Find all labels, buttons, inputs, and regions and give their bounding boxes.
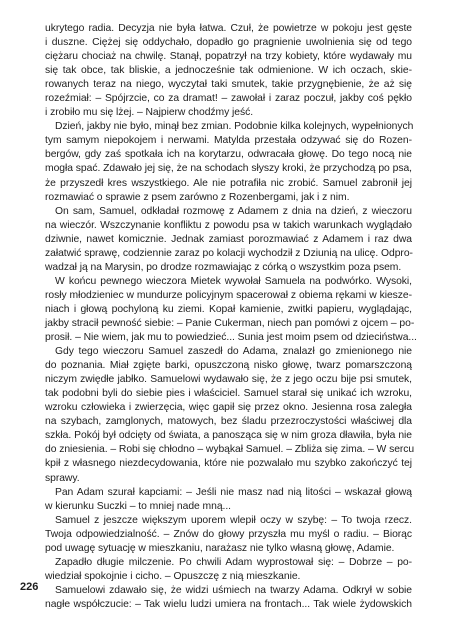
text-line: niczym zwiędłe jabłko. Samuelowi wydawało się, że z jego oczu bije psi smutek, bbox=[45, 374, 412, 386]
text-line: ukrytego radia. Decyzja nie była łatwa. Czuł, że powietrze w pokoju jest gęste bbox=[45, 23, 412, 34]
text-line: rosły młodzieniec w mundurze policyjnym spacerował z obiema rękami w kiesze- bbox=[45, 289, 412, 301]
text-line: Gdy tego wieczoru Samuel zaszedł do Adama, znalazł go zmienionego nie bbox=[55, 346, 412, 358]
text-line: Dzień, jakby nie było, minął bez zmian. Podobnie kilka kolejnych, wypełnionych bbox=[55, 121, 414, 133]
text-line: pod uwagę sytuację w mieszkaniu, narażasz nie tylko własną głowę, Adamie. bbox=[45, 542, 395, 554]
text-line: na szybach, zamglonych, matowych, bez śladu przezroczystości właściwej dla bbox=[45, 416, 412, 428]
text-line: Samuel z jeszcze większym uporem wlepił oczy w szybę: – To twoja rzecz. bbox=[55, 514, 412, 526]
text-line: w kierunku Suczki – to mniej nade mną... bbox=[45, 500, 232, 512]
text-line: Samuelowi zdawało się, że widzi uśmiech na twarzy Adama. Odkrył w sobie bbox=[55, 584, 412, 596]
text-line: tak podobni byli do siebie pies i właściciel. Samuel starał się unikać ich wzroku, bbox=[45, 388, 412, 400]
text-line: do zniesienia. – Robi się chłodno – wybąkał Samuel. – Zbliża się zima. – W sercu bbox=[45, 444, 415, 456]
text-line: W końcu pewnego wieczora Mietek wywołał Samuela na podwórko. Wysoki, bbox=[55, 275, 412, 287]
page-number: 226 bbox=[20, 581, 39, 593]
text-line: nagłe współczucie: – Tak wielu ludzi umiera na frontach... Tak wiele żydowskich bbox=[45, 598, 412, 610]
text-line: wiedział spokojnie i cicho. – Opuszczę z nią mieszkanie. bbox=[45, 570, 301, 582]
text-line: mogła spać. Zdawało jej się, że na schodach słyszy kroki, że przychodzą po psa, bbox=[45, 163, 412, 175]
text-line: jakby stracił pewność siebie: – Panie Cukerman, niech pan pomówi z ojcem – po- bbox=[45, 317, 415, 329]
text-line: załatwić sprawę, codziennie zaraz po kolacji wychodził z Dziunią na ulicę. Odpro- bbox=[45, 247, 413, 259]
text-line: wadzał ją na Marysin, po drodze rozmawiając z córką o wszystkim poza psem. bbox=[45, 261, 402, 273]
text-line: dziwnie, nawet komicznie. Jednak zamiast porozmawiać z Adamem i raz dwa bbox=[45, 233, 412, 245]
text-line: rowanych teraz na niego, wyczytał taki smutek, takie przygnębienie, że aż się bbox=[45, 79, 412, 91]
text-line: kpił z własnego niezdecydowania, które nie pozwalało mu szybko zakończyć tej bbox=[45, 458, 412, 470]
text-line: szkła. Pokój był odcięty od świata, a panosząca się w nim groza dławiła, była nie bbox=[45, 430, 412, 442]
text-line: Twoja odpowiedzialność. – Znów do głowy przyszła mu myśl o radiu. – Biorąc bbox=[45, 528, 412, 540]
text-line: On sam, Samuel, odkładał rozmowę z Adamem z dnia na dzień, z wieczoru bbox=[55, 205, 412, 217]
text-line: do poznania. Miał zgięte barki, opuszczoną nisko głowę, twarz pomarszczoną bbox=[45, 360, 412, 372]
text-line: Pan Adam szurał kapciami: – Jeśli nie masz nad nią litości – wskazał głową bbox=[55, 486, 412, 498]
text-line: prosił. – Nie wiem, jak mu to powiedzieć... Sunia jest moim psem od dzieciństwa... bbox=[45, 332, 417, 344]
text-line: ciężaru chociaż na chwilę. Stanął, popatrzył na trzy kobiety, które wydawały mu bbox=[45, 51, 412, 63]
text-line: i duszne. Ciężej się oddychało, dopadło go pragnienie uwolnienia się od tego bbox=[45, 37, 412, 49]
text-line: sprawy. bbox=[45, 472, 80, 484]
text-line: wzroku człowieka i zwierzęcia, więc gapił się przez okno. Jesienna rosa zaległa bbox=[45, 402, 412, 414]
text-line: niach i głową pochyloną ku ziemi. Kopał kamienie, zwitki papieru, wyglądając, bbox=[45, 303, 412, 315]
body-text bbox=[45, 22, 417, 612]
text-line: rozeźmiał: – Spójrzcie, co za dramat! – zawołał i zaraz poczuł, jakby coś pękło bbox=[45, 93, 412, 105]
text-line: Zapadło długie milczenie. Po chwili Adam wyprostował się: – Dobrze – po- bbox=[55, 556, 412, 568]
text-line: rozmawiać o sprawie z psem zarówno z Rozenbergami, jak i z nim. bbox=[45, 191, 350, 203]
text-line: się tak obce, tak bliskie, a jednocześnie tak odmienione. W ich oczach, skie- bbox=[45, 65, 412, 77]
text-line: że przyszedł kres wszystkiego. Ale nie potrafiła nic zrobić. Samuel zabronił jej bbox=[45, 177, 412, 189]
text-line: na wieczór. Wszczynanie konfliktu z powodu psa w takich warunkach wyglądało bbox=[45, 219, 412, 231]
text-line: bergów, gdy zaś spotkała ich na korytarzu, odwracała głowę. Do tego nocą nie bbox=[45, 149, 412, 161]
text-line: tym samym niepokojem i nerwami. Matylda przestała odzywać się do Rozen- bbox=[45, 135, 412, 147]
text-line: i zrobiło mu się lżej. – Najpierw chodźmy jeść. bbox=[45, 107, 254, 119]
